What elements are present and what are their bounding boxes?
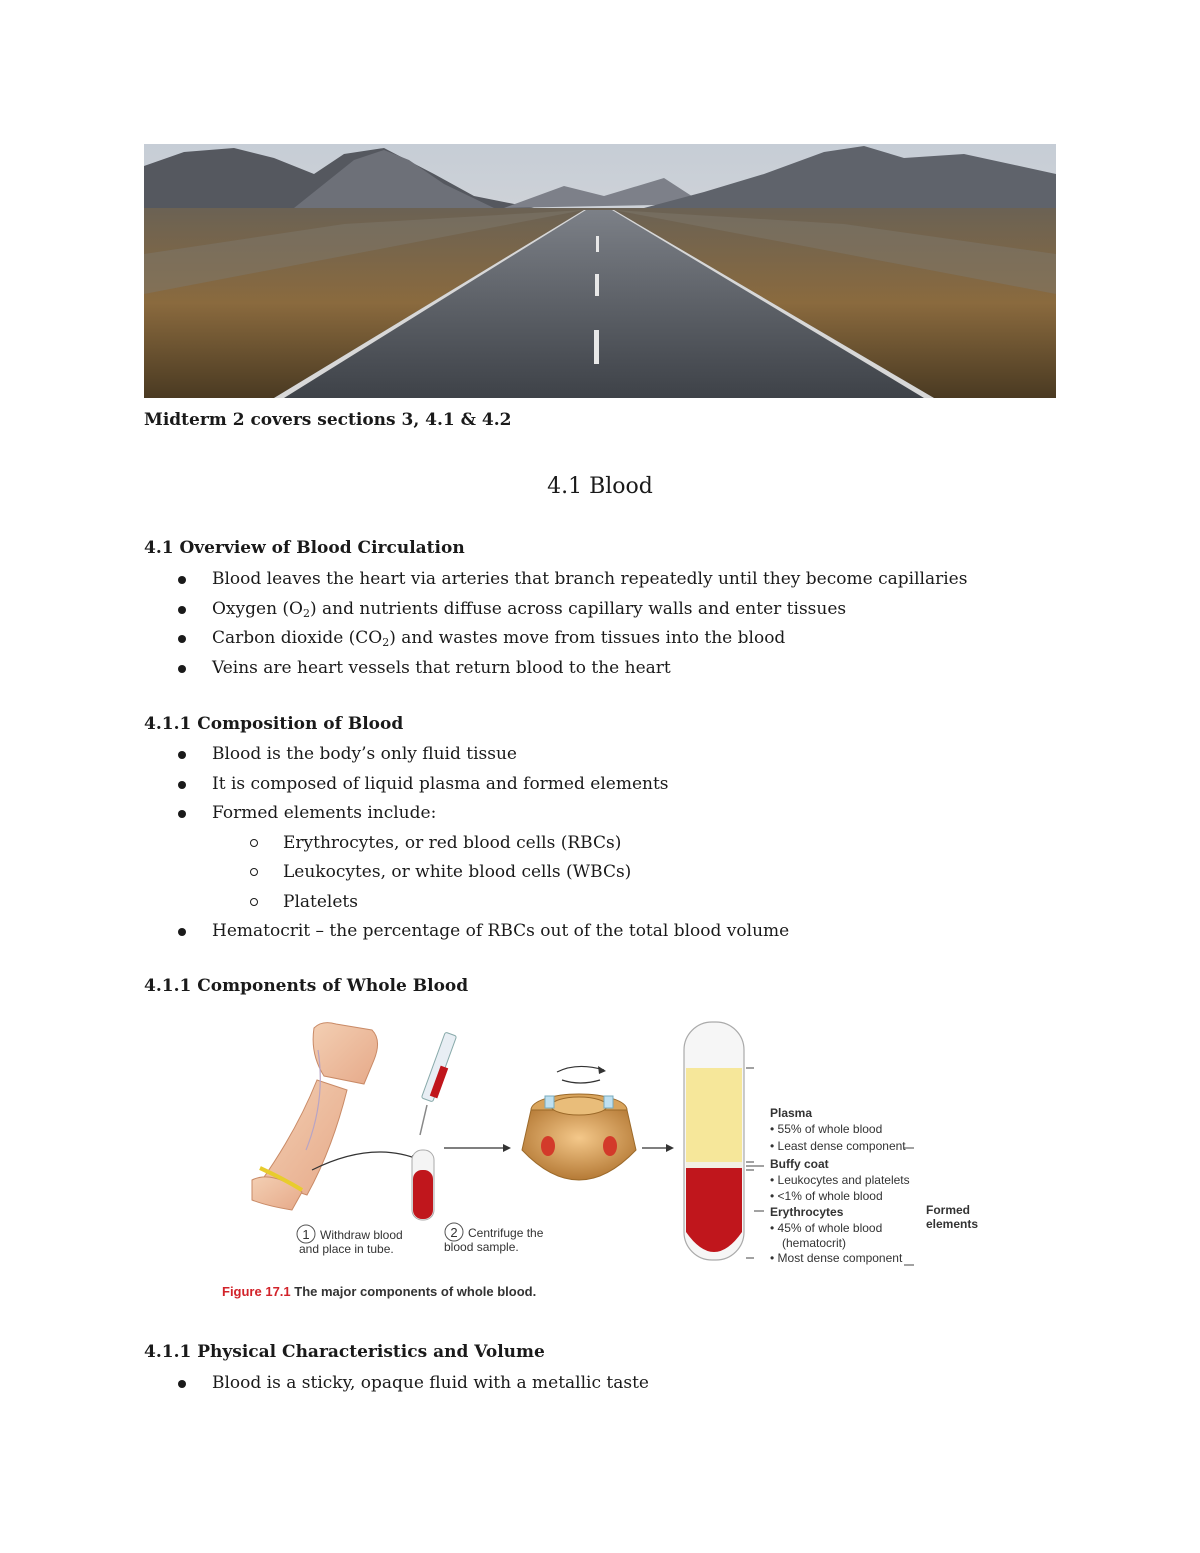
svg-text:• Most dense component: • Most dense component <box>770 1251 903 1265</box>
list-item: Veins are heart vessels that return blood to the heart <box>144 654 967 684</box>
syringe-illustration <box>420 1032 457 1135</box>
list-item: Hematocrit – the percentage of RBCs out of the total blood volume <box>144 917 789 947</box>
svg-text:Withdraw blood: Withdraw blood <box>320 1228 403 1242</box>
svg-text:Centrifuge the: Centrifuge the <box>468 1226 544 1240</box>
list-item: Blood is a sticky, opaque fluid with a metallic taste <box>144 1369 649 1399</box>
separated-blood-tube <box>684 1022 744 1260</box>
midterm-coverage-note: Midterm 2 covers sections 3, 4.1 & 4.2 <box>144 410 512 430</box>
svg-text:2: 2 <box>450 1225 458 1240</box>
svg-text:blood sample.: blood sample. <box>444 1240 519 1254</box>
svg-text:Formed: Formed <box>926 1203 971 1217</box>
list-item: Formed elements include: <box>144 799 789 829</box>
svg-text:Plasma: Plasma <box>770 1106 813 1120</box>
svg-text:elements: elements <box>926 1217 979 1231</box>
centrifuge-illustration <box>522 1066 636 1180</box>
figure-caption <box>222 1284 536 1299</box>
physical-list <box>144 1369 649 1399</box>
figure-number: Figure 17.1 <box>222 1284 291 1299</box>
test-tube-sample <box>412 1150 434 1220</box>
road-landscape-banner-image <box>144 144 1056 398</box>
svg-text:(hematocrit): (hematocrit) <box>782 1236 847 1250</box>
overview-list <box>144 565 967 683</box>
list-item: Carbon dioxide $(CO_2)$ and wastes move from tissues into the blood <box>144 624 967 654</box>
step-1-label <box>297 1225 403 1256</box>
arm-illustration <box>252 1023 378 1210</box>
list-item: Blood is the body’s only fluid tissue <box>144 740 789 770</box>
svg-text:Erythrocytes: Erythrocytes <box>770 1205 844 1219</box>
step-2-label <box>444 1223 544 1254</box>
svg-text:• Leukocytes and platelets: • Leukocytes and platelets <box>770 1173 910 1187</box>
figure-title: The major components of whole blood. <box>294 1284 537 1299</box>
layer-labels <box>770 1106 978 1265</box>
list-item: It is composed of liquid plasma and formed elements <box>144 770 789 800</box>
svg-text:1: 1 <box>302 1227 310 1242</box>
whole-blood-components-figure <box>222 1010 1000 1310</box>
list-item: Blood leaves the heart via arteries that branch repeatedly until they become capillaries <box>144 565 967 595</box>
heading-composition: 4.1.1 Composition of Blood <box>144 714 404 734</box>
svg-text:• 55% of whole blood: • 55% of whole blood <box>770 1122 883 1136</box>
heading-overview: 4.1 Overview of Blood Circulation <box>144 538 465 558</box>
list-item: Oxygen $(O_2)$ and nutrients diffuse across capillary walls and enter tissues <box>144 595 967 625</box>
composition-list <box>144 740 789 947</box>
svg-text:Buffy coat: Buffy coat <box>770 1157 829 1171</box>
svg-text:and place in tube.: and place in tube. <box>299 1242 394 1256</box>
sub-list-item: Platelets <box>144 888 789 918</box>
svg-text:• Least dense component: • Least dense component <box>770 1139 906 1153</box>
sub-list-item: Erythrocytes, or red blood cells (RBCs) <box>144 829 789 859</box>
heading-components: 4.1.1 Components of Whole Blood <box>144 976 469 996</box>
sub-list-item: Leukocytes, or white blood cells (WBCs) <box>144 858 789 888</box>
svg-text:• 45% of whole blood: • 45% of whole blood <box>770 1221 883 1235</box>
svg-text:• <1% of whole blood: • <1% of whole blood <box>770 1189 883 1203</box>
heading-physical: 4.1.1 Physical Characteristics and Volume <box>144 1342 545 1362</box>
document-title: 4.1 Blood <box>547 474 653 499</box>
